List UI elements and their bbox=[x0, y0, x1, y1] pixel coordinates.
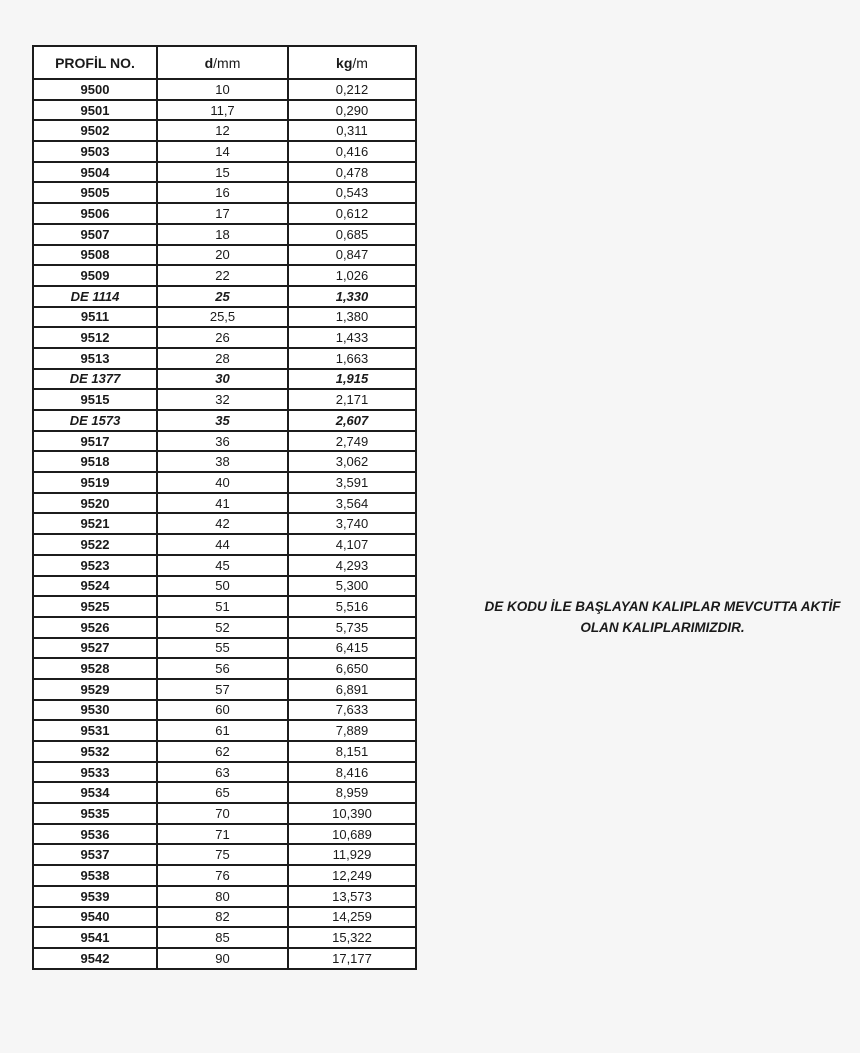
header-profil-no bbox=[33, 46, 157, 79]
weight-cell: 4,107 bbox=[288, 534, 416, 555]
diameter-cell: 82 bbox=[157, 907, 288, 928]
weight-cell: 0,478 bbox=[288, 162, 416, 183]
weight-cell: 1,915 bbox=[288, 369, 416, 390]
weight-cell: 6,891 bbox=[288, 679, 416, 700]
table-row bbox=[33, 927, 416, 948]
profil-no-cell: 9520 bbox=[33, 493, 157, 514]
weight-cell: 15,322 bbox=[288, 927, 416, 948]
table-row bbox=[33, 782, 416, 803]
table-row bbox=[33, 886, 416, 907]
weight-cell: 8,959 bbox=[288, 782, 416, 803]
header-d-mm bbox=[157, 46, 288, 79]
weight-cell: 11,929 bbox=[288, 844, 416, 865]
table-row bbox=[33, 451, 416, 472]
diameter-cell: 25 bbox=[157, 286, 288, 307]
profil-no-cell: DE 1114 bbox=[33, 286, 157, 307]
table-row bbox=[33, 534, 416, 555]
table-row bbox=[33, 162, 416, 183]
table-row bbox=[33, 265, 416, 286]
de-code-note-line2: OLAN KALIPLARIMIZDIR. bbox=[580, 620, 745, 635]
header-kg-m bbox=[288, 46, 416, 79]
table-header-row bbox=[33, 46, 416, 79]
table-row bbox=[33, 203, 416, 224]
diameter-cell: 85 bbox=[157, 927, 288, 948]
table-row bbox=[33, 493, 416, 514]
profil-no-cell: 9504 bbox=[33, 162, 157, 183]
table-row bbox=[33, 679, 416, 700]
weight-cell: 7,889 bbox=[288, 720, 416, 741]
weight-cell: 8,416 bbox=[288, 762, 416, 783]
weight-cell: 3,740 bbox=[288, 513, 416, 534]
profil-no-cell: 9521 bbox=[33, 513, 157, 534]
table-row bbox=[33, 286, 416, 307]
weight-cell: 0,847 bbox=[288, 245, 416, 266]
diameter-cell: 17 bbox=[157, 203, 288, 224]
profil-no-cell: 9532 bbox=[33, 741, 157, 762]
diameter-cell: 75 bbox=[157, 844, 288, 865]
weight-cell: 0,311 bbox=[288, 120, 416, 141]
table-row bbox=[33, 824, 416, 845]
weight-cell: 1,330 bbox=[288, 286, 416, 307]
table-row bbox=[33, 79, 416, 100]
profil-no-cell: 9500 bbox=[33, 79, 157, 100]
weight-cell: 1,026 bbox=[288, 265, 416, 286]
table-row bbox=[33, 513, 416, 534]
profil-no-cell: 9508 bbox=[33, 245, 157, 266]
diameter-cell: 71 bbox=[157, 824, 288, 845]
profile-table-body bbox=[33, 79, 416, 969]
profil-no-cell: 9503 bbox=[33, 141, 157, 162]
profil-no-cell: 9527 bbox=[33, 638, 157, 659]
diameter-cell: 28 bbox=[157, 348, 288, 369]
diameter-cell: 30 bbox=[157, 369, 288, 390]
weight-cell: 5,300 bbox=[288, 576, 416, 597]
weight-cell: 14,259 bbox=[288, 907, 416, 928]
weight-cell: 0,612 bbox=[288, 203, 416, 224]
table-row bbox=[33, 700, 416, 721]
diameter-cell: 61 bbox=[157, 720, 288, 741]
diameter-cell: 12 bbox=[157, 120, 288, 141]
diameter-cell: 56 bbox=[157, 658, 288, 679]
profil-no-cell: 9534 bbox=[33, 782, 157, 803]
diameter-cell: 16 bbox=[157, 182, 288, 203]
weight-cell: 2,607 bbox=[288, 410, 416, 431]
profil-no-cell: DE 1377 bbox=[33, 369, 157, 390]
diameter-cell: 45 bbox=[157, 555, 288, 576]
diameter-cell: 62 bbox=[157, 741, 288, 762]
diameter-cell: 44 bbox=[157, 534, 288, 555]
table-row bbox=[33, 120, 416, 141]
profil-no-cell: 9518 bbox=[33, 451, 157, 472]
diameter-cell: 38 bbox=[157, 451, 288, 472]
diameter-cell: 42 bbox=[157, 513, 288, 534]
weight-cell: 0,290 bbox=[288, 100, 416, 121]
diameter-cell: 90 bbox=[157, 948, 288, 969]
table-row bbox=[33, 348, 416, 369]
profil-no-cell: 9540 bbox=[33, 907, 157, 928]
diameter-cell: 25,5 bbox=[157, 307, 288, 328]
weight-cell: 12,249 bbox=[288, 865, 416, 886]
table-row bbox=[33, 555, 416, 576]
profile-weight-table bbox=[32, 45, 417, 970]
diameter-cell: 55 bbox=[157, 638, 288, 659]
weight-cell: 0,212 bbox=[288, 79, 416, 100]
table-row bbox=[33, 596, 416, 617]
profil-no-cell: 9539 bbox=[33, 886, 157, 907]
diameter-cell: 18 bbox=[157, 224, 288, 245]
weight-cell: 3,564 bbox=[288, 493, 416, 514]
diameter-cell: 41 bbox=[157, 493, 288, 514]
diameter-cell: 36 bbox=[157, 431, 288, 452]
profil-no-cell: DE 1573 bbox=[33, 410, 157, 431]
weight-cell: 3,591 bbox=[288, 472, 416, 493]
table-row bbox=[33, 307, 416, 328]
profil-no-cell: 9522 bbox=[33, 534, 157, 555]
profil-no-cell: 9509 bbox=[33, 265, 157, 286]
profil-no-cell: 9530 bbox=[33, 700, 157, 721]
table-row bbox=[33, 617, 416, 638]
weight-cell: 1,663 bbox=[288, 348, 416, 369]
header-kg-label: kg bbox=[336, 54, 353, 71]
table-row bbox=[33, 389, 416, 410]
table-row bbox=[33, 907, 416, 928]
diameter-cell: 76 bbox=[157, 865, 288, 886]
weight-cell: 1,433 bbox=[288, 327, 416, 348]
de-code-note-line1: DE KODU İLE BAŞLAYAN KALIPLAR MEVCUTTA AKTİF bbox=[484, 599, 841, 614]
header-profil-no-label: PROFİL NO. bbox=[55, 54, 135, 71]
profil-no-cell: 9537 bbox=[33, 844, 157, 865]
weight-cell: 2,171 bbox=[288, 389, 416, 410]
profil-no-cell: 9506 bbox=[33, 203, 157, 224]
profil-no-cell: 9538 bbox=[33, 865, 157, 886]
weight-cell: 8,151 bbox=[288, 741, 416, 762]
profil-no-cell: 9515 bbox=[33, 389, 157, 410]
weight-cell: 6,650 bbox=[288, 658, 416, 679]
table-row bbox=[33, 410, 416, 431]
profil-no-cell: 9513 bbox=[33, 348, 157, 369]
weight-cell: 3,062 bbox=[288, 451, 416, 472]
table-row bbox=[33, 100, 416, 121]
diameter-cell: 35 bbox=[157, 410, 288, 431]
weight-cell: 2,749 bbox=[288, 431, 416, 452]
diameter-cell: 80 bbox=[157, 886, 288, 907]
table-row bbox=[33, 472, 416, 493]
weight-cell: 5,516 bbox=[288, 596, 416, 617]
header-mm-unit: /mm bbox=[213, 54, 241, 71]
table-row bbox=[33, 224, 416, 245]
profil-no-cell: 9524 bbox=[33, 576, 157, 597]
table-row bbox=[33, 182, 416, 203]
table-row bbox=[33, 141, 416, 162]
profil-no-cell: 9531 bbox=[33, 720, 157, 741]
weight-cell: 6,415 bbox=[288, 638, 416, 659]
profil-no-cell: 9512 bbox=[33, 327, 157, 348]
diameter-cell: 51 bbox=[157, 596, 288, 617]
table-row bbox=[33, 741, 416, 762]
table-row bbox=[33, 948, 416, 969]
weight-cell: 0,543 bbox=[288, 182, 416, 203]
diameter-cell: 11,7 bbox=[157, 100, 288, 121]
header-m-unit: /m bbox=[352, 54, 368, 71]
table-row bbox=[33, 720, 416, 741]
profil-no-cell: 9535 bbox=[33, 803, 157, 824]
diameter-cell: 50 bbox=[157, 576, 288, 597]
diameter-cell: 70 bbox=[157, 803, 288, 824]
diameter-cell: 32 bbox=[157, 389, 288, 410]
table-row bbox=[33, 431, 416, 452]
diameter-cell: 15 bbox=[157, 162, 288, 183]
weight-cell: 0,685 bbox=[288, 224, 416, 245]
profil-no-cell: 9511 bbox=[33, 307, 157, 328]
table-row bbox=[33, 369, 416, 390]
diameter-cell: 65 bbox=[157, 782, 288, 803]
diameter-cell: 63 bbox=[157, 762, 288, 783]
table-row bbox=[33, 762, 416, 783]
table-row bbox=[33, 638, 416, 659]
weight-cell: 10,689 bbox=[288, 824, 416, 845]
weight-cell: 0,416 bbox=[288, 141, 416, 162]
profil-no-cell: 9523 bbox=[33, 555, 157, 576]
weight-cell: 7,633 bbox=[288, 700, 416, 721]
diameter-cell: 60 bbox=[157, 700, 288, 721]
table-row bbox=[33, 327, 416, 348]
profil-no-cell: 9517 bbox=[33, 431, 157, 452]
table-row bbox=[33, 803, 416, 824]
diameter-cell: 57 bbox=[157, 679, 288, 700]
weight-cell: 13,573 bbox=[288, 886, 416, 907]
diameter-cell: 52 bbox=[157, 617, 288, 638]
diameter-cell: 22 bbox=[157, 265, 288, 286]
diameter-cell: 14 bbox=[157, 141, 288, 162]
profil-no-cell: 9528 bbox=[33, 658, 157, 679]
diameter-cell: 26 bbox=[157, 327, 288, 348]
header-d-label: d bbox=[204, 54, 214, 71]
diameter-cell: 10 bbox=[157, 79, 288, 100]
diameter-cell: 40 bbox=[157, 472, 288, 493]
weight-cell: 17,177 bbox=[288, 948, 416, 969]
profil-no-cell: 9507 bbox=[33, 224, 157, 245]
profil-no-cell: 9502 bbox=[33, 120, 157, 141]
profil-no-cell: 9526 bbox=[33, 617, 157, 638]
de-code-note bbox=[470, 596, 855, 638]
profil-no-cell: 9541 bbox=[33, 927, 157, 948]
profil-no-cell: 9519 bbox=[33, 472, 157, 493]
profil-no-cell: 9536 bbox=[33, 824, 157, 845]
table-row bbox=[33, 576, 416, 597]
weight-cell: 1,380 bbox=[288, 307, 416, 328]
profil-no-cell: 9525 bbox=[33, 596, 157, 617]
table-row bbox=[33, 865, 416, 886]
table-row bbox=[33, 658, 416, 679]
profil-no-cell: 9533 bbox=[33, 762, 157, 783]
diameter-cell: 20 bbox=[157, 245, 288, 266]
table-row bbox=[33, 844, 416, 865]
table-row bbox=[33, 245, 416, 266]
weight-cell: 5,735 bbox=[288, 617, 416, 638]
weight-cell: 4,293 bbox=[288, 555, 416, 576]
profil-no-cell: 9529 bbox=[33, 679, 157, 700]
profil-no-cell: 9505 bbox=[33, 182, 157, 203]
weight-cell: 10,390 bbox=[288, 803, 416, 824]
profil-no-cell: 9501 bbox=[33, 100, 157, 121]
profil-no-cell: 9542 bbox=[33, 948, 157, 969]
